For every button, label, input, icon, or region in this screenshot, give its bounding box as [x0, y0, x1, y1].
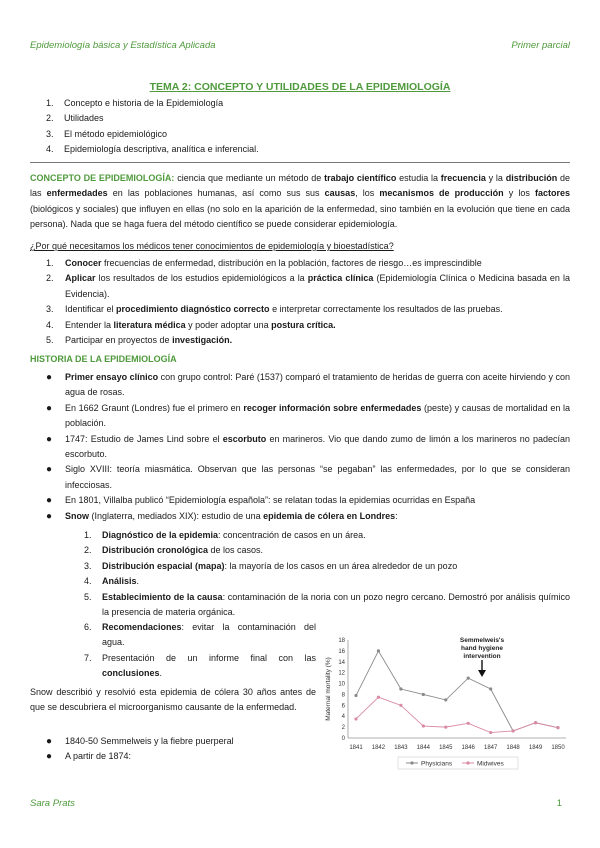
- list-item: ● A partir de 1874:: [46, 751, 132, 763]
- y-axis-label: Maternal mortality (%): [325, 657, 332, 721]
- x-tick-label: 1849: [528, 745, 543, 751]
- data-point-midwives: [534, 721, 537, 724]
- y-tick-label: 12: [338, 670, 345, 677]
- annotation-text: hand hygiene: [461, 645, 503, 652]
- mortality-chart: [326, 628, 574, 778]
- list-item: 6. Recomendaciones: evitar la contaminación del agua.: [84, 622, 316, 648]
- toc-item: 2. Utilidades: [46, 113, 104, 124]
- list-item: ● Siglo XVIII: teoría miasmática. Observan que las personas “se pegaban” las enfermedades, por lo que se consideran infecciosas.: [46, 464, 570, 490]
- data-point-physicians: [489, 687, 492, 690]
- section-heading-historia: HISTORIA DE LA EPIDEMIOLOGÍA: [30, 354, 177, 364]
- data-point-midwives: [467, 722, 470, 725]
- question-heading: ¿Por qué necesitamos los médicos tener conocimientos de epidemiología y bioestadística?: [30, 241, 394, 251]
- series-line-physicians: [356, 651, 558, 731]
- x-tick-label: 1845: [439, 745, 453, 751]
- x-tick-label: 1841: [349, 745, 363, 751]
- list-item: 7. Presentación de un informe final con las conclusiones.: [84, 652, 316, 679]
- list-item: 5. Establecimiento de la causa: contaminación de la noria con un pozo negro cercano. Demostró por análisis químico la presencia de materia orgánica.: [84, 591, 570, 618]
- x-tick-label: 1844: [416, 745, 431, 751]
- toc-item: 3. El método epidemiológico: [46, 128, 168, 139]
- data-point-physicians: [399, 687, 402, 690]
- x-tick-label: 1842: [371, 745, 386, 751]
- toc-item: 4. Epidemiología descriptiva, analítica e inferencial.: [46, 144, 259, 155]
- page-title: TEMA 2: CONCEPTO Y UTILIDADES DE LA EPIDEMIOLOGÍA: [149, 81, 451, 93]
- list-item: 4. Entender la literatura médica y poder adoptar una postura crítica.: [46, 319, 336, 330]
- data-point-midwives: [354, 717, 357, 720]
- y-tick-label: 6: [341, 703, 345, 710]
- data-point-midwives: [444, 726, 447, 729]
- data-point-midwives: [556, 726, 559, 729]
- data-point-physicians: [377, 649, 380, 652]
- x-tick-label: 1843: [394, 745, 408, 751]
- x-tick-label: 1848: [506, 745, 520, 751]
- annotation-text: Semmelweis's: [459, 637, 505, 644]
- list-item: 1. Conocer frecuencias de enfermedad, distribución en la población, factores de riesgo…es imprescindible: [46, 258, 482, 268]
- series-line-midwives: [356, 697, 558, 732]
- data-point-midwives: [399, 704, 402, 707]
- list-item: ● En 1801, Villalba publicó “Epidemiología española”: se relatan todas la epidemias ocurridas en España: [46, 495, 476, 507]
- reasons-list: [46, 256, 570, 348]
- late-history-list: [46, 734, 316, 765]
- y-tick-label: 2: [341, 725, 345, 732]
- snow-paragraph: Snow describió y resolvió esta epidemia de cólera 30 años antes de que se descubriera el microorganismo causante de la enfermedad.: [30, 687, 316, 713]
- y-tick-label: 4: [341, 714, 345, 721]
- annotation-arrowhead: [478, 670, 486, 677]
- list-item: ● Snow (Inglaterra, mediados XIX): estudio de una epidemia de cólera en Londres:: [46, 510, 398, 522]
- y-tick-label: 18: [338, 638, 345, 644]
- list-item: 1. Diagnóstico de la epidemia: concentración de casos en un área.: [84, 530, 366, 540]
- header-term: Primer parcial: [511, 40, 570, 51]
- data-point-midwives: [377, 696, 380, 699]
- data-point-midwives: [512, 729, 515, 732]
- definition-paragraph: CONCEPTO DE EPIDEMIOLOGÍA: ciencia que mediante un método de trabajo científico estudia la frecuencia y la distribución de las enfermedades en las poblaciones humanas, así como sus sus causas, los mecanismos de producción y los factores (biológicos y sociales) que influyen en ellas (no solo en la aparición de la enfermedad, sino también en la evolución que tiene en cada persona). Nada que se haga fuera del método científico se puede considerar epidemiología.: [30, 173, 571, 230]
- list-item: 2. Distribución cronológica de los casos.: [84, 545, 264, 556]
- list-item: 4. Análisis.: [84, 576, 140, 587]
- y-tick-label: 10: [338, 681, 345, 688]
- history-list: [46, 370, 570, 524]
- annotation-text: intervention: [463, 653, 501, 660]
- data-point-physicians: [467, 677, 470, 680]
- header-subject: Epidemiología básica y Estadística Aplicada: [30, 40, 216, 51]
- data-point-physicians: [422, 693, 425, 696]
- x-tick-label: 1850: [551, 745, 565, 751]
- legend-physicians: Physicians: [421, 760, 453, 768]
- list-item: ● 1840-50 Semmelweis y la fiebre puerperal: [46, 736, 234, 747]
- snow-steps-list-cont: [84, 620, 316, 682]
- list-item: ● 1747: Estudio de James Lind sobre el escorbuto en marineros. Vio que dando zumo de limón a los marineros no padecían escorbuto.: [46, 433, 570, 460]
- data-point-physicians: [444, 698, 447, 701]
- list-item: 3. Distribución espacial (mapa): la mayoría de los casos en un área alrededor de un pozo: [84, 560, 458, 571]
- list-item: ● En 1662 Graunt (Londres) fue el primero en recoger información sobre enfermedades (peste) y causas de mortalidad en la población.: [46, 402, 570, 429]
- legend-midwives: Midwives: [477, 760, 504, 768]
- list-item: ● Primer ensayo clínico con grupo control: Paré (1537) comparó el tratamiento de heridas de guerra con aceite hirviendo y con agua de rosas.: [46, 372, 570, 398]
- table-of-contents: [46, 96, 526, 158]
- footer-author: Sara Prats: [30, 798, 75, 809]
- y-tick-label: 16: [338, 648, 345, 655]
- list-item: 5. Participar en proyectos de investigación.: [46, 335, 233, 346]
- y-tick-label: 0: [341, 736, 345, 742]
- toc-item: 1. Concepto e historia de la Epidemiología: [46, 98, 224, 108]
- data-point-midwives: [422, 724, 425, 727]
- x-tick-label: 1847: [483, 745, 498, 751]
- list-item: 3. Identificar el procedimiento diagnóstico correcto e interpretar correctamente los resultados de las pruebas.: [46, 304, 503, 315]
- data-point-physicians: [354, 694, 357, 697]
- x-tick-label: 1846: [461, 745, 475, 751]
- y-tick-label: 8: [341, 692, 345, 699]
- snow-steps-list: [84, 528, 570, 620]
- page-number: 1: [556, 798, 562, 809]
- data-point-midwives: [489, 731, 492, 734]
- divider: [30, 162, 570, 163]
- list-item: 2. Aplicar los resultados de los estudios epidemiológicos a la práctica clínica (Epidemiología Clínica o Medicina basada en la Evidencia).: [46, 273, 570, 299]
- y-tick-label: 14: [338, 659, 345, 666]
